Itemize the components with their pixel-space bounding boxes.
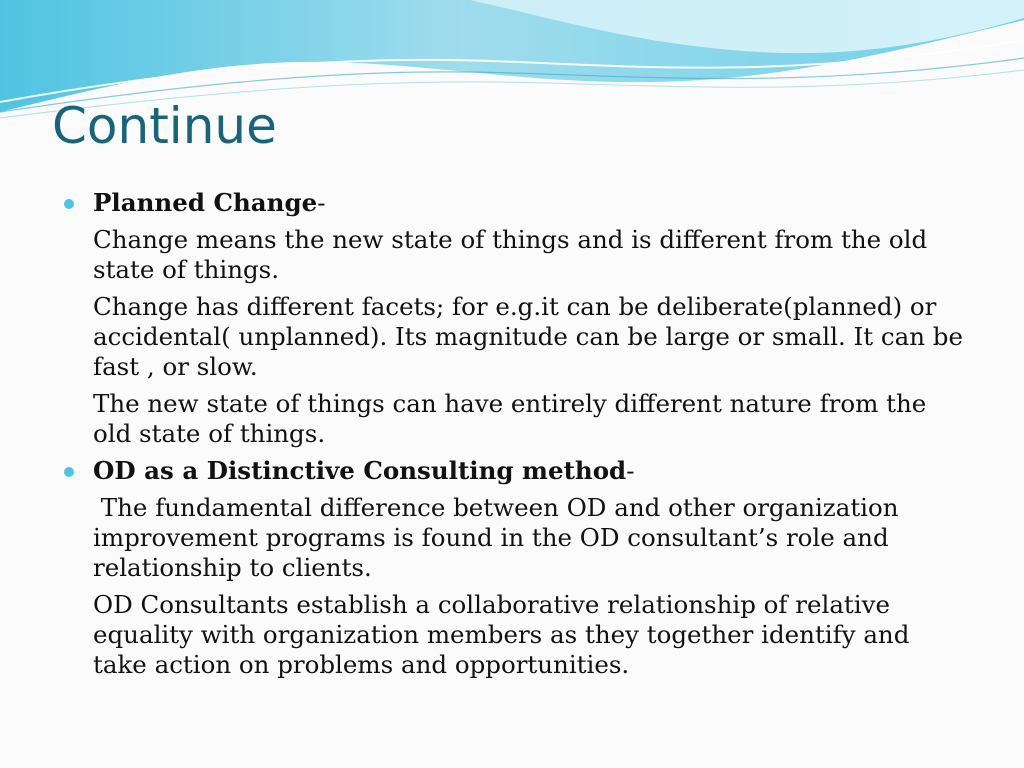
section-heading-suffix: - [626, 456, 635, 485]
section-paragraph: Change means the new state of things and is different from the old state of things. [93, 225, 928, 284]
section-paragraph: The new state of things can have entirely different nature from the old state of things. [93, 389, 927, 448]
section-heading [93, 456, 967, 486]
section-paragraph: Change has different facets; for e.g.it can be deliberate(planned) or accidental( unplanned). Its magnitude can be large or small. It can be fast , or slow. [93, 292, 963, 381]
section-heading-text: OD as a Distinctive Consulting method [93, 456, 627, 485]
section-heading-suffix: - [317, 188, 326, 217]
slide-content [62, 188, 967, 687]
section-paragraph: The fundamental difference between OD and other organization improvement programs is found in the OD consultant’s role and relationship to clients. [93, 493, 907, 582]
section-paragraph: OD Consultants establish a collaborative relationship of relative equality with organization members as they together identify and take action on problems and opportunities. [93, 590, 910, 679]
bullet-icon [64, 467, 74, 477]
section-heading [93, 188, 967, 218]
bullet-icon [64, 199, 74, 209]
bullet-section-planned-change [62, 188, 967, 449]
bullet-section-od-consulting [62, 456, 967, 680]
page-title: Continue [52, 97, 277, 155]
section-heading-text: Planned Change [93, 188, 318, 217]
